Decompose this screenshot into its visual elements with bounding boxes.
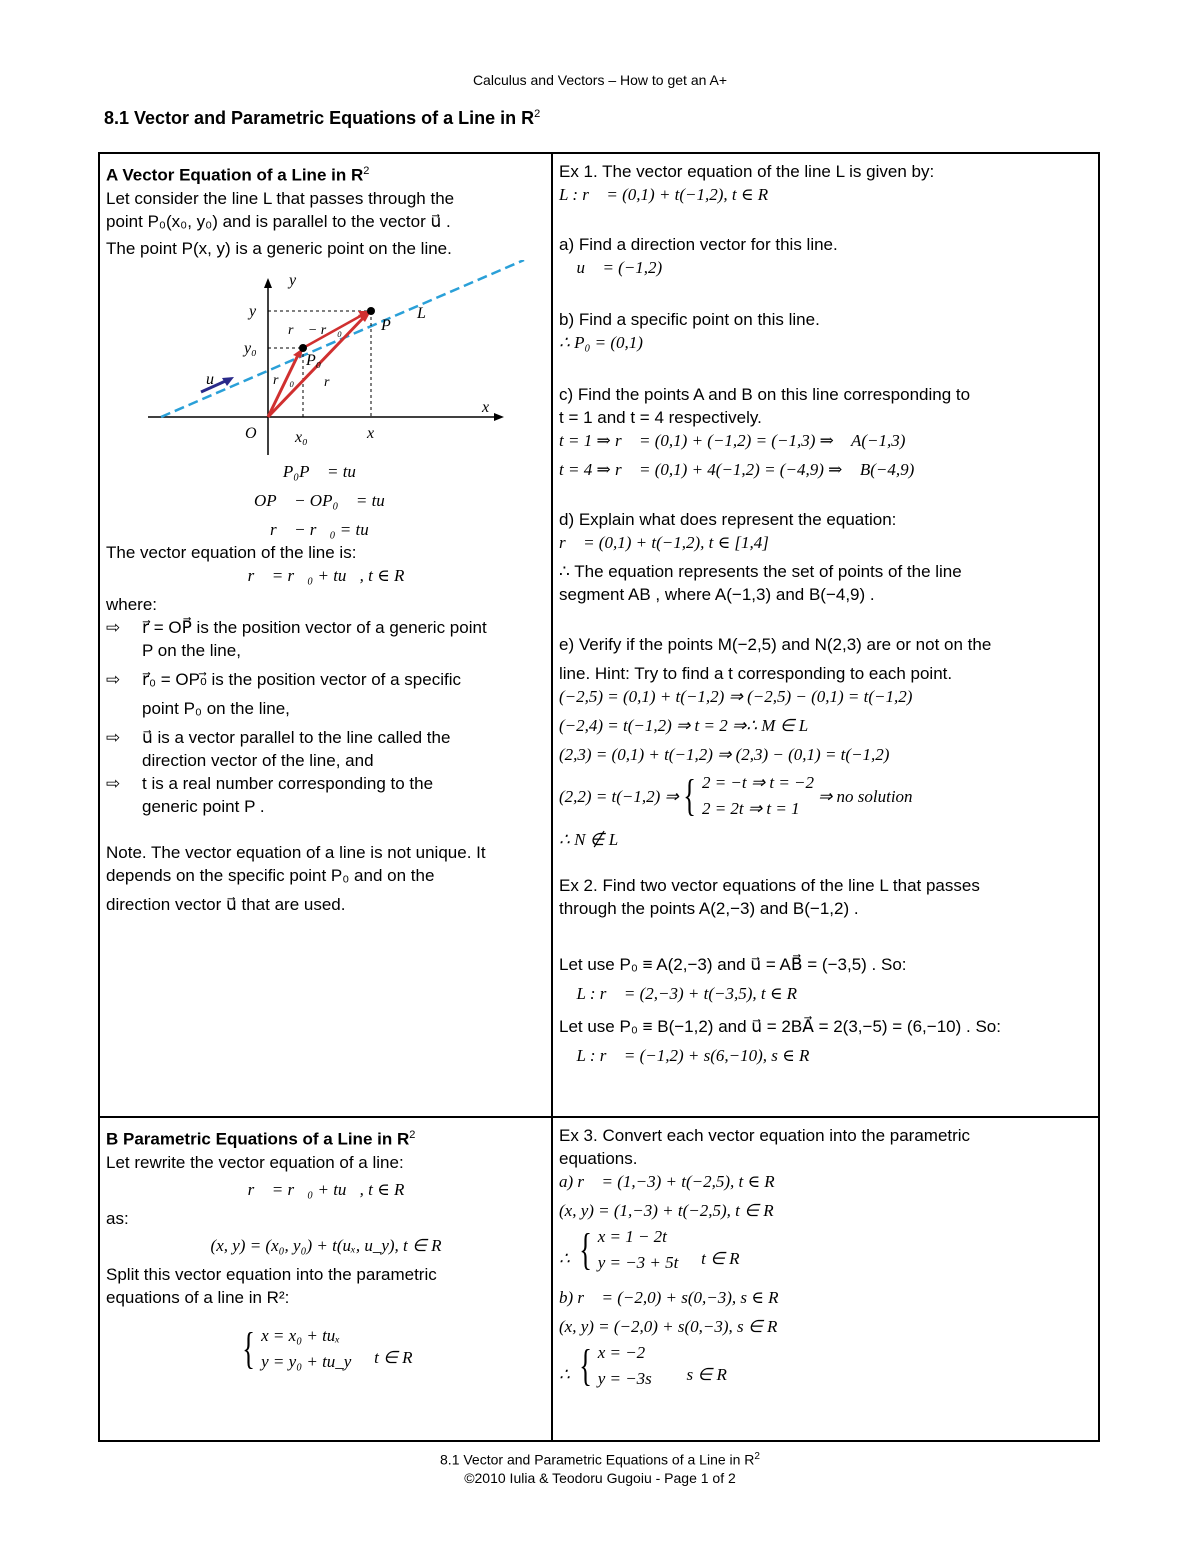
- equation: (x, y) = (−2,0) + s(0,−3), s ∈ R: [559, 1317, 778, 1336]
- system-answer: (2,2) = t(−1,2) ⇒ { 2 = −t ⇒ t = −2 2 = 2t ⇒ t = 1 ⇒ no solution: [559, 771, 913, 820]
- answer: (2,3) = (0,1) + t(−1,2) ⇒ (2,3) − (0,1) = t(−1,2): [559, 745, 890, 764]
- note-line: Note. The vector equation of a line is not unique. It: [106, 842, 486, 862]
- equation: P₀P⃗ = tu⃗: [282, 461, 370, 481]
- equation: r⃗ = r⃗₀ + tu⃗, t ∈ R: [247, 1179, 405, 1199]
- ex2-title: Ex 2. Find two vector equations of the line L that passes: [559, 876, 980, 895]
- answer: t = 4 ⇒ r⃗ = (0,1) + 4(−1,2) = (−4,9) ⇒∴ B(−4,9): [559, 460, 915, 479]
- list-item: ⇨ r⃗ = OP⃗ is the position vector of a generic point P on the line,: [106, 617, 487, 660]
- note-line: depends on the specific point P₀ and on the: [106, 865, 435, 885]
- equation: OP⃗ − OP₀⃗ = tu⃗: [253, 490, 399, 510]
- answer: ∴ The equation represents the set of points of the line: [559, 562, 962, 581]
- ex1-title: Ex 1. The vector equation of the line L is given by:: [559, 162, 935, 181]
- list-item: ⇨ t is a real number corresponding to the generic point P .: [106, 773, 434, 816]
- note-line: direction vector u⃗ that are used.: [106, 894, 346, 914]
- label-origin: O: [245, 424, 257, 442]
- equation: L : r⃗ = (0,1) + t(−1,2), t ∈ R: [559, 185, 769, 204]
- answer: Let use P₀ ≡ A(2,−3) and u⃗ = AB⃗ = (−3,5) . So:: [559, 955, 907, 974]
- label-x-tick: x: [367, 424, 375, 442]
- answer: ∴ L : r⃗ = (2,−3) + t(−3,5), t ∈ R: [559, 984, 798, 1003]
- cell-vector-equation: [106, 160, 546, 916]
- parametric-system: ∴ { x = 1 − 2t y = −3 + 5t t ∈ R: [559, 1225, 740, 1274]
- label-y0-tick: y₀: [244, 339, 257, 357]
- list-item: ⇨ u⃗ is a vector parallel to the line called the direction vector of the line, and: [106, 727, 451, 770]
- equation: r⃗ = (0,1) + t(−1,2), t ∈ [1,4]: [559, 533, 769, 552]
- question: b) Find a specific point on this line.: [559, 310, 820, 329]
- text-line: Let rewrite the vector equation of a line:: [106, 1152, 404, 1172]
- label-L: L: [417, 304, 426, 322]
- question: d) Explain what does represent the equation:: [559, 510, 897, 529]
- label-P: P: [381, 316, 391, 334]
- equation: a) r⃗ = (1,−3) + t(−2,5), t ∈ R: [559, 1172, 775, 1191]
- cell-example-3: [559, 1124, 1095, 1392]
- equation: (x, y) = (1,−3) + t(−2,5), t ∈ R: [559, 1201, 774, 1220]
- text-line: Split this vector equation into the parametric: [106, 1264, 437, 1284]
- answer: (−2,4) = t(−1,2) ⇒ t = 2 ⇒∴ M ∈ L: [559, 716, 809, 735]
- section-a-heading: A Vector Equation of a Line in $R^2$: [106, 165, 370, 185]
- equation: r⃗ − r⃗₀ = tu⃗: [270, 519, 382, 539]
- point-P0: [299, 344, 307, 352]
- answer: ∴ N ∉ L: [559, 830, 619, 849]
- label-u: u⃗: [206, 370, 227, 388]
- label-y-tick: y: [249, 302, 257, 320]
- section-b-heading: B Parametric Equations of a Line in $R^2$: [106, 1129, 416, 1149]
- line-diagram: [106, 260, 546, 460]
- text-line: as:: [106, 1208, 129, 1228]
- cell-examples-1-2: [559, 160, 1095, 1067]
- footer-title: 8.1 Vector and Parametric Equations of a Line in $R^2$: [440, 1451, 760, 1468]
- equation: b) r⃗ = (−2,0) + s(0,−3), s ∈ R: [559, 1288, 779, 1307]
- answer: Let use P₀ ≡ B(−1,2) and u⃗ = 2BA⃗ = 2(3,−5) = (6,−10) . So:: [559, 1017, 1001, 1036]
- text-line: where:: [106, 594, 158, 614]
- answer: ∴ u⃗ = (−1,2): [559, 258, 663, 277]
- row-divider: [98, 1116, 1100, 1118]
- label-P0: P₀: [306, 351, 322, 369]
- text-line: The vector equation of the line is:: [106, 542, 357, 562]
- list-item: ⇨ r⃗₀ = OP₀⃗ is the position vector of a specific point P₀ on the line,: [106, 669, 461, 718]
- y-axis-arrow: [264, 278, 272, 288]
- label-x0-tick: x₀: [295, 428, 308, 446]
- page-title: 8.1 Vector and Parametric Equations of a Line in $R^2$: [104, 108, 541, 128]
- label-r-minus-r0: r⃗ − r⃗₀: [288, 322, 342, 338]
- label-r: r⃗: [324, 374, 341, 390]
- question: e) Verify if the points M(−2,5) and N(2,3) are or not on the: [559, 635, 992, 654]
- answer: (−2,5) = (0,1) + t(−1,2) ⇒ (−2,5) − (0,1) = t(−1,2): [559, 687, 913, 706]
- equation: (x, y) = (x₀, y₀) + t(uₓ, u_y), t ∈ R: [210, 1235, 442, 1255]
- text-line: Let consider the line L that passes through the: [106, 188, 455, 208]
- question: t = 1 and t = 4 respectively.: [559, 408, 762, 427]
- answer: ∴ P₀ = (0,1): [559, 333, 643, 352]
- ex3-title: Ex 3. Convert each vector equation into the parametric: [559, 1126, 971, 1145]
- answer: ∴ L : r⃗ = (−1,2) + s(6,−10), s ∈ R: [559, 1046, 810, 1065]
- text-line: equations of a line in R²:: [106, 1287, 290, 1307]
- text-line: The point P(x, y) is a generic point on the line.: [106, 238, 452, 258]
- footer-copyright: ©2010 Iulia & Teodoru Gugoiu - Page 1 of 2: [464, 1469, 736, 1486]
- label-x-axis: x: [482, 398, 490, 416]
- page-header: Calculus and Vectors – How to get an A+: [472, 72, 728, 88]
- column-divider: [551, 152, 553, 1442]
- label-r0: r⃗₀: [273, 372, 295, 388]
- text-line: point P₀(x₀, y₀) and is parallel to the vector u⃗ .: [106, 211, 451, 231]
- answer: segment AB , where A(−1,3) and B(−4,9) .: [559, 585, 875, 604]
- question: line. Hint: Try to find a t corresponding to each point.: [559, 664, 953, 683]
- ex2-title: through the points A(2,−3) and B(−1,2) .: [559, 899, 859, 918]
- cell-parametric-equations: [106, 1124, 546, 1375]
- x-axis-arrow: [494, 413, 504, 421]
- question: a) Find a direction vector for this line.: [559, 235, 838, 254]
- point-P: [367, 307, 375, 315]
- label-y-axis: y: [289, 271, 297, 289]
- ex3-title: equations.: [559, 1149, 638, 1168]
- parametric-system: ∴ { x = −2 y = −3s s ∈ R: [559, 1341, 727, 1390]
- question: c) Find the points A and B on this line corresponding to: [559, 385, 971, 404]
- vector-equation: r⃗ = r⃗₀ + tu⃗, t ∈ R: [247, 565, 405, 585]
- answer: t = 1 ⇒ r⃗ = (0,1) + (−1,2) = (−1,3) ⇒∴ A(−1,3): [559, 431, 906, 450]
- page-footer: [0, 1448, 1200, 1487]
- parametric-system: { x = x₀ + tuₓ y = y₀ + tu_y t ∈ R: [242, 1323, 413, 1373]
